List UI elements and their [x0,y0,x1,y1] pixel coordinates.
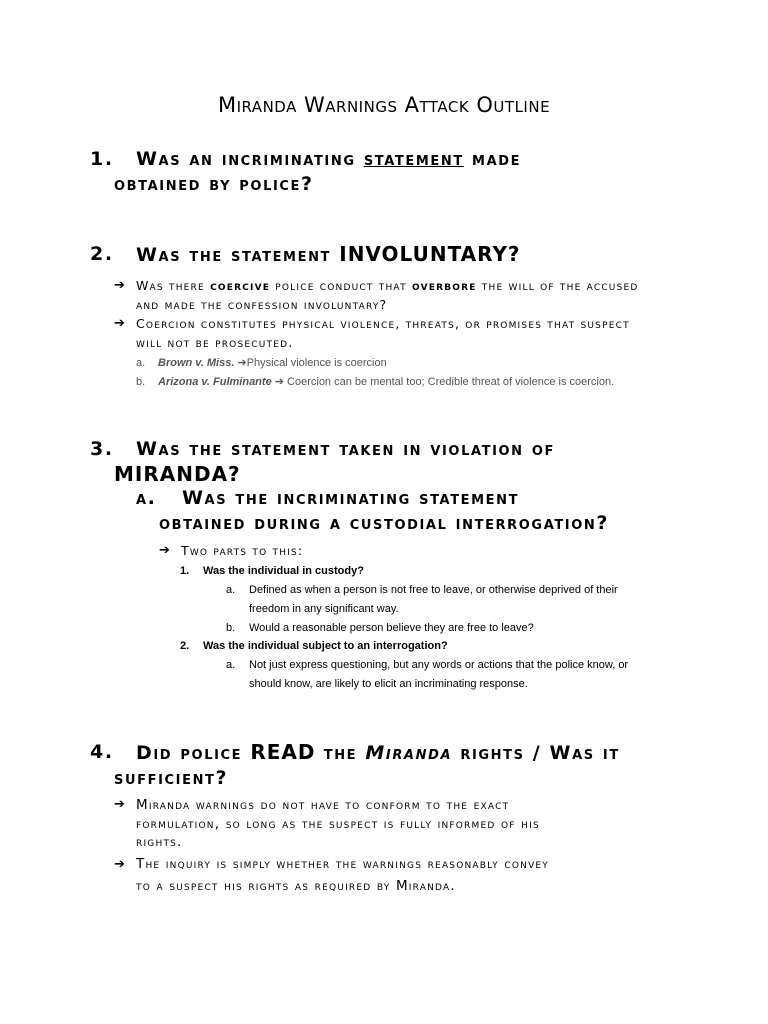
case-name: Brown v. Miss. [158,357,235,369]
section-3-parts-bullet: ➔ Two parts to this: [159,543,304,558]
section-1-underlined-word: statement [363,148,464,170]
arrow-bullet-icon: ➔ [114,797,127,812]
case-item: a. Brown v. Miss. ➔Physical violence is coercion [136,357,387,369]
part-subitem: b. Would a reasonable person believe they are free to leave? [226,622,534,634]
section-4-heading: 4. Did police READ the Miranda rights / Was it sufficient? [90,740,710,791]
part-item: 1. Was the individual in custody? [180,565,364,577]
section-4-emphasis: READ [250,740,316,764]
section-1-line1-part1: Was an incriminating [136,148,364,170]
arrow-bullet-icon: ➔ [114,316,127,331]
section-number: 2. [90,243,114,265]
arrow-icon: ➔ [234,357,247,369]
section-number: 1. [90,148,114,170]
section-2-heading [90,242,690,268]
part-item: 2. Was the individual subject to an interrogation? [180,640,448,652]
arrow-bullet-icon: ➔ [114,278,127,293]
section-3-heading [90,437,710,487]
section-4-bullet-2: ➔ The inquiry is simply whether the warnings reasonably convey to a suspect his rights as required by Miranda. [114,856,550,894]
subsection-label: a. [136,487,157,509]
case-item: b. Arizona v. Fulminante ➔ Coercion can be mental too; Credible threat of violence is coercion. [136,376,615,388]
section-4-italic-word: Miranda [365,742,453,764]
section-3-line2: MIRANDA? [114,462,241,486]
section-3-line1: Was the statement taken in violation of [136,438,556,460]
section-1-line1-part2: made [463,148,522,170]
arrow-bullet-icon: ➔ [159,543,172,558]
section-2-line1-part1: Was the statement [136,244,340,266]
section-4-line2: sufficient? [114,767,229,789]
section-1-line2: obtained by police? [114,173,314,195]
section-2-bullet-2: ➔ Coercion constitutes physical violence, threats, or promises that suspect will not be prosecuted. [114,316,630,350]
section-2-bullet-1: ➔ Was there coercive police conduct that overbore the will of the accused and made the confession involuntary? [114,278,639,312]
section-number: 3. [90,438,114,460]
section-2-emphasis: INVOLUNTARY? [339,242,521,266]
part-subitem: a. Defined as when a person is not free to leave, or otherwise deprived of their freedom in any significant way. [226,584,618,615]
section-4-bullet-1: ➔ Miranda warnings do not have to conform to the exact formulation, so long as the suspect is fully informed of his rights. [114,797,540,850]
section-1-heading [90,147,690,197]
section-number: 4. [90,741,114,763]
page-title: Miranda Warnings Attack Outline [217,93,551,117]
section-3a-line1: Was the incriminating statement [182,487,520,509]
keyword-overbore: overbore [411,278,477,293]
section-3a-heading [136,486,736,536]
arrow-bullet-icon: ➔ [114,857,127,872]
keyword-coercive: coercive [210,278,271,293]
case-name: Arizona v. Fulminante [158,376,272,388]
part-subitem: a. Not just express questioning, but any words or actions that the police know, or should know, are likely to elicit an incriminating response. [226,659,629,690]
arrow-icon: ➔ [271,376,288,388]
section-3a-line2: obtained during a custodial interrogation? [159,512,609,534]
